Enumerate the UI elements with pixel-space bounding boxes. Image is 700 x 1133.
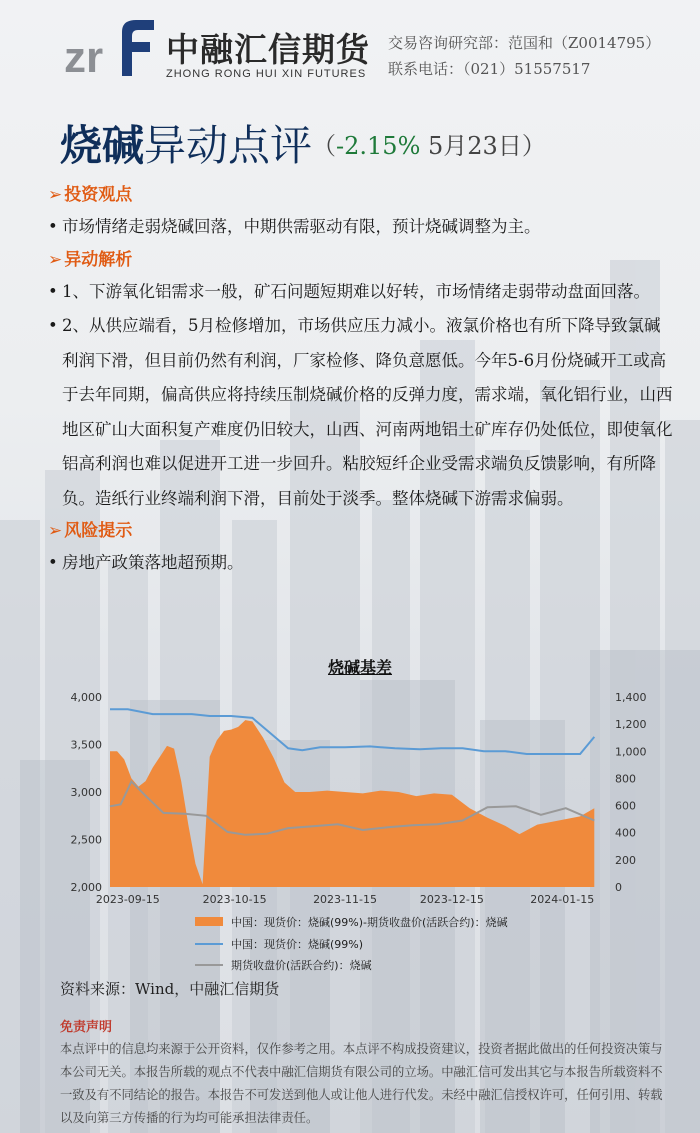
data-source: 资料来源：Wind，中融汇信期货 [60,980,280,998]
right-axis-tick-label: 0 [615,881,622,894]
right-axis-tick-label: 200 [615,853,636,867]
legend-swatch-basis [195,917,223,926]
basis-chart [40,655,680,985]
left-axis-tick-label: 2,500 [70,833,102,847]
x-axis-tick-label: 2023-09-15 [95,893,160,906]
title-topic: 异动点评 [144,121,313,170]
right-axis-tick-label: 400 [615,826,636,840]
analysis-paragraph-2: • 2、从供应端看，5月检修增加，市场供应压力减小。液氯价格也有所下降导致氯碱利润下滑，但目前仍然有利润，厂家检修、降负意愿低。今年5-6月份烧碱开工或高于去年同期，偏高供应将持续压制烧碱价格的反弹力度，需求端，氧化铝行业，山西地区矿山大面积复产难度仍旧较大，山西、河南两地铝土矿库存仍处低位，即使氧化铝高利润也难以促进开工进一步回升。粘胶短纤企业受需求端负反馈影响，有所降负。造纸行业终端利润下滑，目前处于淡季。整体烧碱下游需求偏弱。 [46,309,676,516]
analysis-paragraph-1: • 1、下游氧化铝需求一般，矿石问题短期难以好转，市场情绪走弱带动盘面回落。 [46,275,676,310]
right-axis-tick-label: 800 [615,772,636,786]
x-axis-tick-label: 2023-10-15 [202,893,267,906]
left-axis-tick-label: 4,000 [70,691,102,704]
chevron-right-icon: ➢ [48,185,63,205]
chart-title: 烧碱基差 [327,658,392,677]
section-heading-risk: ➢ 风险提示 [48,516,676,546]
report-body [46,180,676,581]
left-axis-tick-label: 2,000 [70,881,102,894]
series-spot-price-line [110,709,594,754]
left-axis-tick-label: 3,500 [70,738,102,752]
section-heading-view: ➢ 投资观点 [48,180,676,210]
svg-text:zr: zr [64,33,104,80]
legend-label-futures: 期货收盘价(活跃合约)：烧碱 [231,959,372,972]
disclaimer [60,1016,670,1130]
disclaimer-text: 本点评中的信息均来源于公开资料，仅作参考之用。本点评不构成投资建议，投资者据此做出的任何投资决策与本公司无关。本报告所载的观点不代表中融汇信期货有限公司的立场。中融汇信可发出其它与本报告所载资料不一致及有不同结论的报告。本报告不可发送到他人或让他人进行代发。未经中融汇信授权许可，任何引用、转载以及向第三方传播的行为均可能承担法律责任。 [60,1042,663,1125]
risk-paragraph: • 房地产政策落地超预期。 [46,546,676,581]
legend-label-basis: 中国：现货价：烧碱(99%)-期货收盘价(活跃合约)：烧碱 [231,916,508,929]
report-header [0,0,700,100]
logo-chinese-name: 中融汇信期货 [166,30,370,69]
chevron-right-icon: ➢ [48,249,63,270]
right-axis-tick-label: 1,400 [615,691,647,704]
legend-label-spot: 中国：现货价：烧碱(99%) [231,938,364,951]
chevron-right-icon: ➢ [48,521,63,541]
left-axis-tick-label: 3,000 [70,786,102,799]
title-date: 5月23日） [420,132,546,160]
zrf-logo-icon [62,10,162,80]
x-axis-tick-label: 2023-12-15 [419,893,484,906]
company-logo [62,10,382,90]
right-axis-tick-label: 1,200 [615,718,647,732]
analyst-line: 交易咨询研究部：范国和（Z0014795） [388,34,661,52]
x-axis-tick-label: 2024-01-15 [530,893,595,906]
view-paragraph: • 市场情绪走弱烧碱回落，中期供需驱动有限，预计烧碱调整为主。 [46,210,676,245]
disclaimer-title: 免责声明 [60,1020,113,1035]
x-axis-tick-label: 2023-11-15 [313,893,378,906]
title-open-paren: （ [312,132,337,160]
logo-english-name: ZHONG RONG HUI XIN FUTURES [166,68,367,80]
contact-info [388,30,660,82]
title-product: 烧碱 [60,121,145,170]
right-axis-tick-label: 1,000 [615,745,647,759]
chart-canvas [40,655,680,980]
series-basis-area [110,720,594,887]
page-title [60,113,546,173]
section-heading-analysis: ➢ 异动解析 [48,245,676,275]
title-change-percent: -2.15% [336,132,421,160]
phone-line: 联系电话：（021）51557517 [388,60,591,78]
right-axis-tick-label: 600 [615,799,636,813]
